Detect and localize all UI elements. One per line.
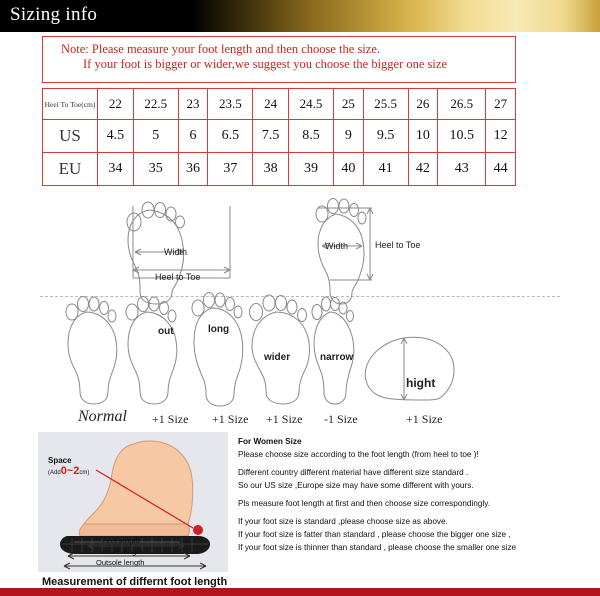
label-long: long bbox=[208, 324, 230, 335]
cell: 12 bbox=[486, 120, 516, 153]
women-size-p3: So our US size ,Europe size may have some different with yours. bbox=[238, 481, 474, 490]
cell: 22 bbox=[98, 89, 134, 120]
space-add-label: (Add bbox=[48, 470, 61, 476]
cell: 4.5 bbox=[98, 120, 134, 153]
cell: 38 bbox=[253, 153, 289, 186]
cell: 9.5 bbox=[363, 120, 408, 153]
label-hight: hight bbox=[406, 376, 436, 390]
cell: 8.5 bbox=[289, 120, 334, 153]
table-row bbox=[43, 120, 516, 153]
footer-bar bbox=[0, 588, 600, 596]
space-label: Space bbox=[48, 456, 72, 465]
note-line-1: Note: Please measure your foot length and then choose the size. bbox=[61, 42, 381, 56]
measurement-caption: Measurement of differnt foot length bbox=[42, 576, 228, 588]
space-annotation bbox=[48, 456, 89, 477]
cell: 39 bbox=[289, 153, 334, 186]
cell: 40 bbox=[334, 153, 364, 186]
cell: 9 bbox=[334, 120, 364, 153]
row-label-heel-to-toe: Heel To Toe(cm) bbox=[43, 89, 98, 120]
size-label-5: +1 Size bbox=[406, 412, 443, 426]
table-row bbox=[43, 153, 516, 186]
cell: 26.5 bbox=[438, 89, 486, 120]
bottom-section bbox=[0, 432, 600, 596]
cell: 6.5 bbox=[208, 120, 253, 153]
cell: 43 bbox=[438, 153, 486, 186]
cell: 35 bbox=[133, 153, 178, 186]
label-width-right: Width bbox=[325, 241, 349, 251]
cell: 23.5 bbox=[208, 89, 253, 120]
women-size-p7: If your foot size is thinner than standard , please choose the smaller one size bbox=[238, 543, 517, 552]
cell: 25 bbox=[334, 89, 364, 120]
cell: 25.5 bbox=[363, 89, 408, 120]
cell: 6 bbox=[178, 120, 208, 153]
cell: 37 bbox=[208, 153, 253, 186]
space-value: 0~2 bbox=[60, 465, 80, 477]
cell: 24 bbox=[253, 89, 289, 120]
cell: 22.5 bbox=[133, 89, 178, 120]
note-line-2: If your foot is bigger or wider,we suggest you choose the bigger one size bbox=[83, 57, 447, 71]
table-row bbox=[43, 89, 516, 120]
label-width-left: Width bbox=[164, 247, 188, 257]
women-size-p5: If your foot size is standard ,please choose size as above. bbox=[238, 517, 448, 526]
women-size-p4: Pls measure foot length at first and then choose size correspondingly. bbox=[238, 499, 490, 508]
women-size-info bbox=[238, 436, 588, 560]
row-label-eu: EU bbox=[43, 153, 98, 186]
cell: 23 bbox=[178, 89, 208, 120]
cell: 7.5 bbox=[253, 120, 289, 153]
label-wider: wider bbox=[264, 352, 291, 363]
size-label-normal: Normal bbox=[78, 408, 127, 425]
cell: 34 bbox=[98, 153, 134, 186]
cell: 27 bbox=[486, 89, 516, 120]
women-size-p2: Different country different material have different size standard . bbox=[238, 468, 469, 477]
cell: 5 bbox=[133, 120, 178, 153]
cell: 42 bbox=[408, 153, 438, 186]
label-heel-to-toe-left: Heel to Toe bbox=[155, 272, 201, 282]
row-label-us: US bbox=[43, 120, 98, 153]
cell: 44 bbox=[486, 153, 516, 186]
space-unit: cm) bbox=[79, 470, 90, 476]
foot-diagram-svg bbox=[0, 196, 600, 432]
cell: 10 bbox=[408, 120, 438, 153]
women-size-p6: If your foot size is fatter than standard , please choose the bigger one size , bbox=[238, 530, 511, 539]
cell: 41 bbox=[363, 153, 408, 186]
note-box bbox=[42, 36, 516, 83]
label-out: out bbox=[158, 326, 174, 337]
size-label-1: +1 Size bbox=[152, 412, 189, 426]
label-outsole-length: Outsole length bbox=[96, 558, 145, 567]
label-insole-length: Insole length bbox=[100, 547, 143, 556]
size-conversion-table bbox=[42, 88, 516, 186]
label-feet-length: Feet length bbox=[102, 536, 140, 545]
cell: 36 bbox=[178, 153, 208, 186]
measurement-illustration bbox=[38, 432, 228, 572]
cell: 10.5 bbox=[438, 120, 486, 153]
cell: 24.5 bbox=[289, 89, 334, 120]
header-banner bbox=[0, 0, 600, 32]
women-size-title: For Women Size bbox=[238, 437, 302, 446]
cell: 26 bbox=[408, 89, 438, 120]
women-size-p1: Please choose size according to the foot length (from heel to toe )! bbox=[238, 450, 479, 459]
size-label-4: -1 Size bbox=[324, 412, 358, 426]
page-title: Sizing info bbox=[10, 4, 98, 25]
label-narrow: narrow bbox=[320, 352, 354, 363]
size-label-2: +1 Size bbox=[212, 412, 249, 426]
label-heel-to-toe-right: Heel to Toe bbox=[375, 240, 421, 250]
foot-diagram-area bbox=[0, 196, 600, 432]
size-label-3: +1 Size bbox=[266, 412, 303, 426]
